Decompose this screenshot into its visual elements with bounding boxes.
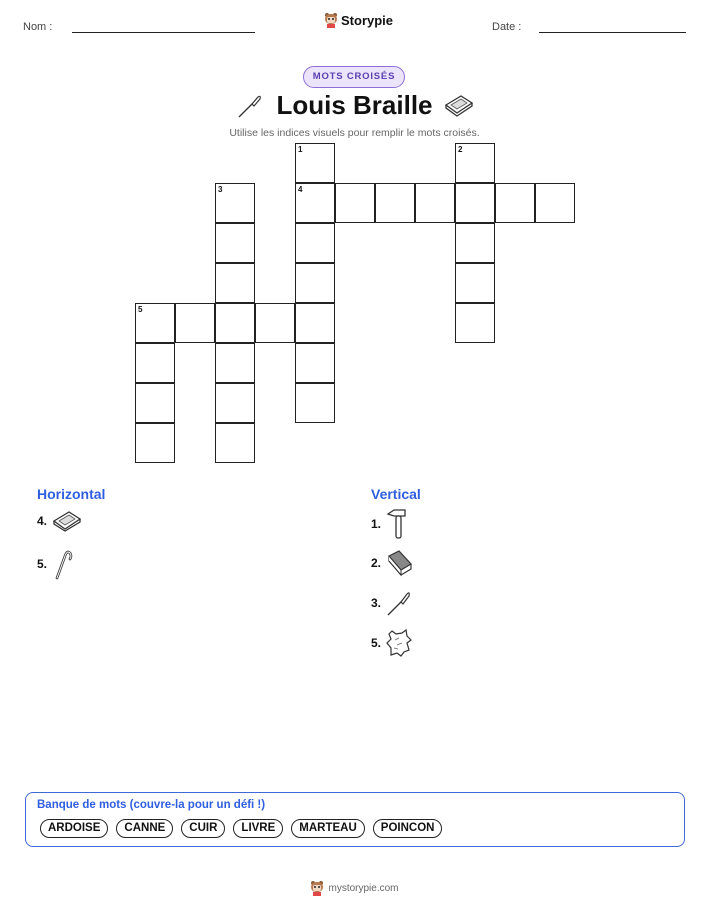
crossword-cell[interactable] (455, 263, 495, 303)
footer-site[interactable]: mystorypie.com (328, 882, 399, 894)
crossword-cell[interactable] (215, 303, 255, 343)
word-bank-title: Banque de mots (couvre-la pour un défi !) (37, 799, 266, 811)
crossword-cell[interactable] (295, 343, 335, 383)
slate-icon (443, 93, 475, 117)
clue-number: 5. (371, 636, 382, 650)
storypie-mascot-icon (310, 880, 324, 896)
crossword-cell[interactable] (455, 303, 495, 343)
word-chip: LIVRE (233, 819, 283, 838)
clue-number: 2 (458, 145, 463, 154)
word-chip: CUIR (181, 819, 225, 838)
clue-vertical-5 (371, 628, 413, 658)
crossword-cell[interactable] (215, 183, 255, 223)
crossword-cell[interactable] (135, 383, 175, 423)
brand-logo (324, 12, 393, 28)
clue-horizontal-4 (37, 510, 83, 532)
crossword-cell[interactable] (415, 183, 455, 223)
crossword-cell[interactable] (175, 303, 215, 343)
clue-number: 1. (371, 517, 382, 531)
crossword-cell[interactable] (375, 183, 415, 223)
clue-vertical-3 (371, 588, 413, 618)
clue-number: 3 (218, 185, 223, 194)
word-chip: CANNE (116, 819, 173, 838)
crossword-cell[interactable] (335, 183, 375, 223)
slate-icon (51, 510, 83, 532)
clue-horizontal-5 (37, 548, 73, 580)
crossword-cell[interactable] (215, 263, 255, 303)
horizontal-heading: Horizontal (37, 486, 106, 502)
crossword-cell[interactable] (215, 383, 255, 423)
crossword-cell[interactable] (135, 303, 175, 343)
cane-icon (51, 548, 73, 580)
clue-vertical-1 (371, 508, 409, 540)
crossword-cell[interactable] (295, 143, 335, 183)
word-bank-list (40, 819, 442, 838)
crossword-cell[interactable] (295, 183, 335, 223)
crossword-cell[interactable] (455, 223, 495, 263)
crossword-cell[interactable] (295, 223, 335, 263)
clue-number: 4. (37, 514, 48, 528)
clue-number: 1 (298, 145, 303, 154)
crossword-cell[interactable] (495, 183, 535, 223)
crossword-cell[interactable] (255, 303, 295, 343)
hammer-icon (385, 508, 409, 540)
page-subtitle: Utilise les indices visuels pour remplir le mots croisés. (229, 127, 480, 139)
word-chip: ARDOISE (40, 819, 108, 838)
word-chip: MARTEAU (291, 819, 365, 838)
leather-hide-icon (385, 628, 413, 658)
date-label: Date : (492, 21, 522, 33)
puzzle-type-badge: MOTS CROISÉS (303, 66, 405, 88)
crossword-cell[interactable] (295, 383, 335, 423)
awl-icon (385, 588, 413, 618)
crossword-cell[interactable] (455, 143, 495, 183)
word-chip: POINCON (373, 819, 443, 838)
footer (0, 880, 709, 896)
page-title: Louis Braille (276, 90, 433, 120)
vertical-heading: Vertical (371, 486, 421, 502)
crossword-cell[interactable] (535, 183, 575, 223)
crossword-cell[interactable] (135, 423, 175, 463)
clue-number: 5. (37, 557, 48, 571)
clue-number: 4 (298, 185, 303, 194)
crossword-cell[interactable] (295, 303, 335, 343)
storypie-mascot-icon (324, 12, 338, 28)
crossword-cell[interactable] (215, 223, 255, 263)
name-line[interactable] (72, 32, 255, 33)
crossword-cell[interactable] (455, 183, 495, 223)
crossword-cell[interactable] (215, 423, 255, 463)
clue-number: 5 (138, 305, 143, 314)
brand-name: Storypie (341, 12, 394, 28)
book-icon (385, 548, 415, 578)
name-label: Nom : (23, 21, 53, 33)
clue-vertical-2 (371, 548, 415, 578)
crossword-cell[interactable] (295, 263, 335, 303)
clue-number: 2. (371, 556, 382, 570)
date-line[interactable] (539, 32, 686, 33)
word-bank (25, 792, 685, 847)
clue-number: 3. (371, 596, 382, 610)
crossword-cell[interactable] (215, 343, 255, 383)
crossword-cell[interactable] (135, 343, 175, 383)
